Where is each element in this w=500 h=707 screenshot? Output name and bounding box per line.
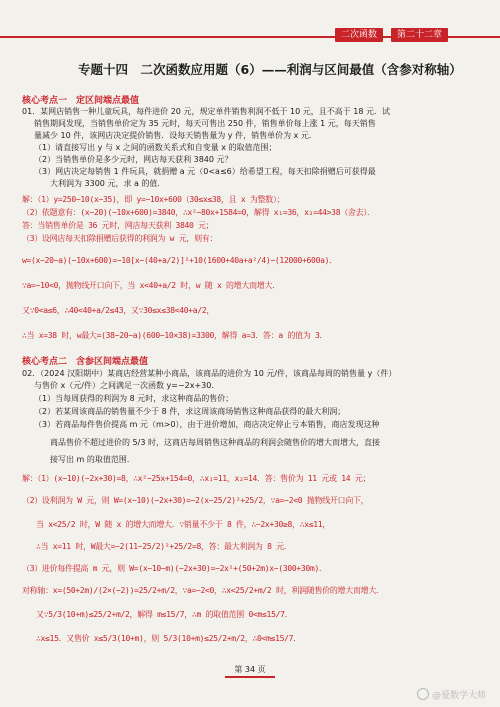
solution-2-line: （2）设利润为 W 元，则 W=(x−10)(−2x+30)=−2(x−25/2)²+25/2，∵a=−2<0 抛物线开口向下， [22,496,369,505]
problem-2-line: 接写出 m 的取值范围． [50,455,135,464]
watermark-text: @爱数学大师 [431,691,486,701]
chapter-number-tab: 第二十二章 [391,28,448,42]
problem-2-line: （3）若商品每件售价提高 m 元（m>0），由于进价增加，商店决定停止亏本销售，商店发现这种 [34,420,380,429]
solution-2-line: 又∵5/3(10+m)≤25/2+m/2，解得 m≤15/7，∴m 的取值范围 0<m≤15/7． [36,610,293,619]
section-heading-2: 核心考点二 含参区间端点最值 [22,357,149,367]
solution-2-line: 解：（1）(x−10)(−2x+30)=8，∴x²−25x+154=0，∴x₁=11，x₂=14．答：售价为 11 元或 14 元； [22,474,371,483]
solution-2-line: ∴x≤15．又售价 x≤5/3(10+m)，则 5/3(10+m)≤25/2+m/2，∴0<m≤15/7． [36,634,301,643]
solution-2-line: 当 x<25/2 时，W 随 x 的增大而增大．∵销量不少于 8 件，∴−2x+30≥8，∴x≤11， [36,520,331,529]
problem-1-line: 量减少 10 件，该网店决定提价销售．设每天销售量为 y 件，销售单价为 x 元． [34,131,317,140]
solution-1-line: 答：当销售单价是 36 元时，网店每天获利 3840 元； [22,221,214,230]
solution-1-line: （3）设网店每天扣除捐赠后获得的利润为 w 元，则有： [22,234,218,243]
solution-1-line: ∴当 x=38 时，w最大=(38−20−a)(600−10×38)=3300，解得 a=3．答：a 的值为 3． [22,331,328,340]
footer-rule [225,676,275,678]
problem-2-line: （1）当每周获得的利润为 8 元时，求这种商品的售价； [34,394,234,403]
problem-1-line: 销售期间发现，当销售单价定为 35 元时，每天可售出 250 件，销售单价每上涨 1 元，每天销售 [34,119,376,128]
solution-2-line: （3）进价每件提高 m 元，则 W=(x−10−m)(−2x+30)=−2x²+(50+2m)x−(300+30m)． [22,564,327,573]
problem-2-line: 与售价 x（元/件）之间满足一次函数 y=−2x+30． [34,381,220,390]
problem-1-line: 大利润为 3300 元，求 a 的值． [50,179,166,188]
solution-2-line: ∴当 x=11 时，W最大=−2(11−25/2)²+25/2=8，答：最大利润为 8 元． [36,542,292,551]
page-title: 专题十四 二次函数应用题（6）——利润与区间最值（含参对称轴） [78,62,462,77]
problem-1-line: （3）网店决定每销售 1 件玩具，就捐赠 a 元（0<a≤6）给希望工程，每天扣除捐赠后可获得最 [34,167,376,176]
chapter-topic-tab: 二次函数 [335,28,383,42]
solution-2-line: 对称轴：x=(50+2m)/(2×(−2))=25/2+m/2，∵a=−2<0，∴x<25/2+m/2 时，利润随售价的增大而增大． [22,586,384,595]
solution-1-line: （2）依题意有：(x−20)(−10x+600)=3840，∴x²−80x+1584=0，解得 x₁=36，x₂=44>38（舍去）． [22,208,375,217]
problem-1-line: （2）当销售单价是多少元时，网店每天获利 3840 元？ [34,155,233,164]
watermark [417,688,486,701]
solution-1-line: ∵a=−10<0，抛物线开口向下，当 x<40+a/2 时，w 随 x 的增大而增大． [22,281,280,290]
solution-1-line: 解：（1）y=250−10(x−35)，即 y=−10x+600（30≤x≤38，且 x 为整数）； [22,195,285,204]
section-heading-1: 核心考点一 定区间端点最值 [22,96,140,106]
problem-1-line: 01．某网店销售一种儿童玩具，每件进价 20 元，规定单件销售利润不低于 10 元，且不高于 18 元．试 [22,107,390,116]
problem-2-line: 商品售价不超过进价的 5/3 时，这商店每周销售这种商品的利润会随售价的增大而增大，直接 [50,438,380,447]
watermark-logo-icon [417,688,429,700]
problem-1-line: （1）请直接写出 y 与 x 之间的函数关系式和自变量 x 的取值范围； [34,143,277,152]
solution-1-line: 又∵0<a≤6，∴40<40+a/2≤43，又∵30≤x≤38<40+a/2， [22,306,215,315]
problem-2-line: 02．（2024 汉阳期中）某商店经营某种小商品，该商品的进价为 10 元/件，该商品每周的销售量 y（件） [22,369,397,378]
solution-1-line: w=(x−20−a)(−10x+600)=−10[x−(40+a/2)]²+10(1600+40a+a²/4)−(12000+600a)． [22,256,337,265]
problem-2-line: （2）若某周该商品的销售量不少于 8 件，求这周该商场销售这种商品获得的最大利润； [34,407,346,416]
page-number: 第 34 页 [234,665,266,674]
